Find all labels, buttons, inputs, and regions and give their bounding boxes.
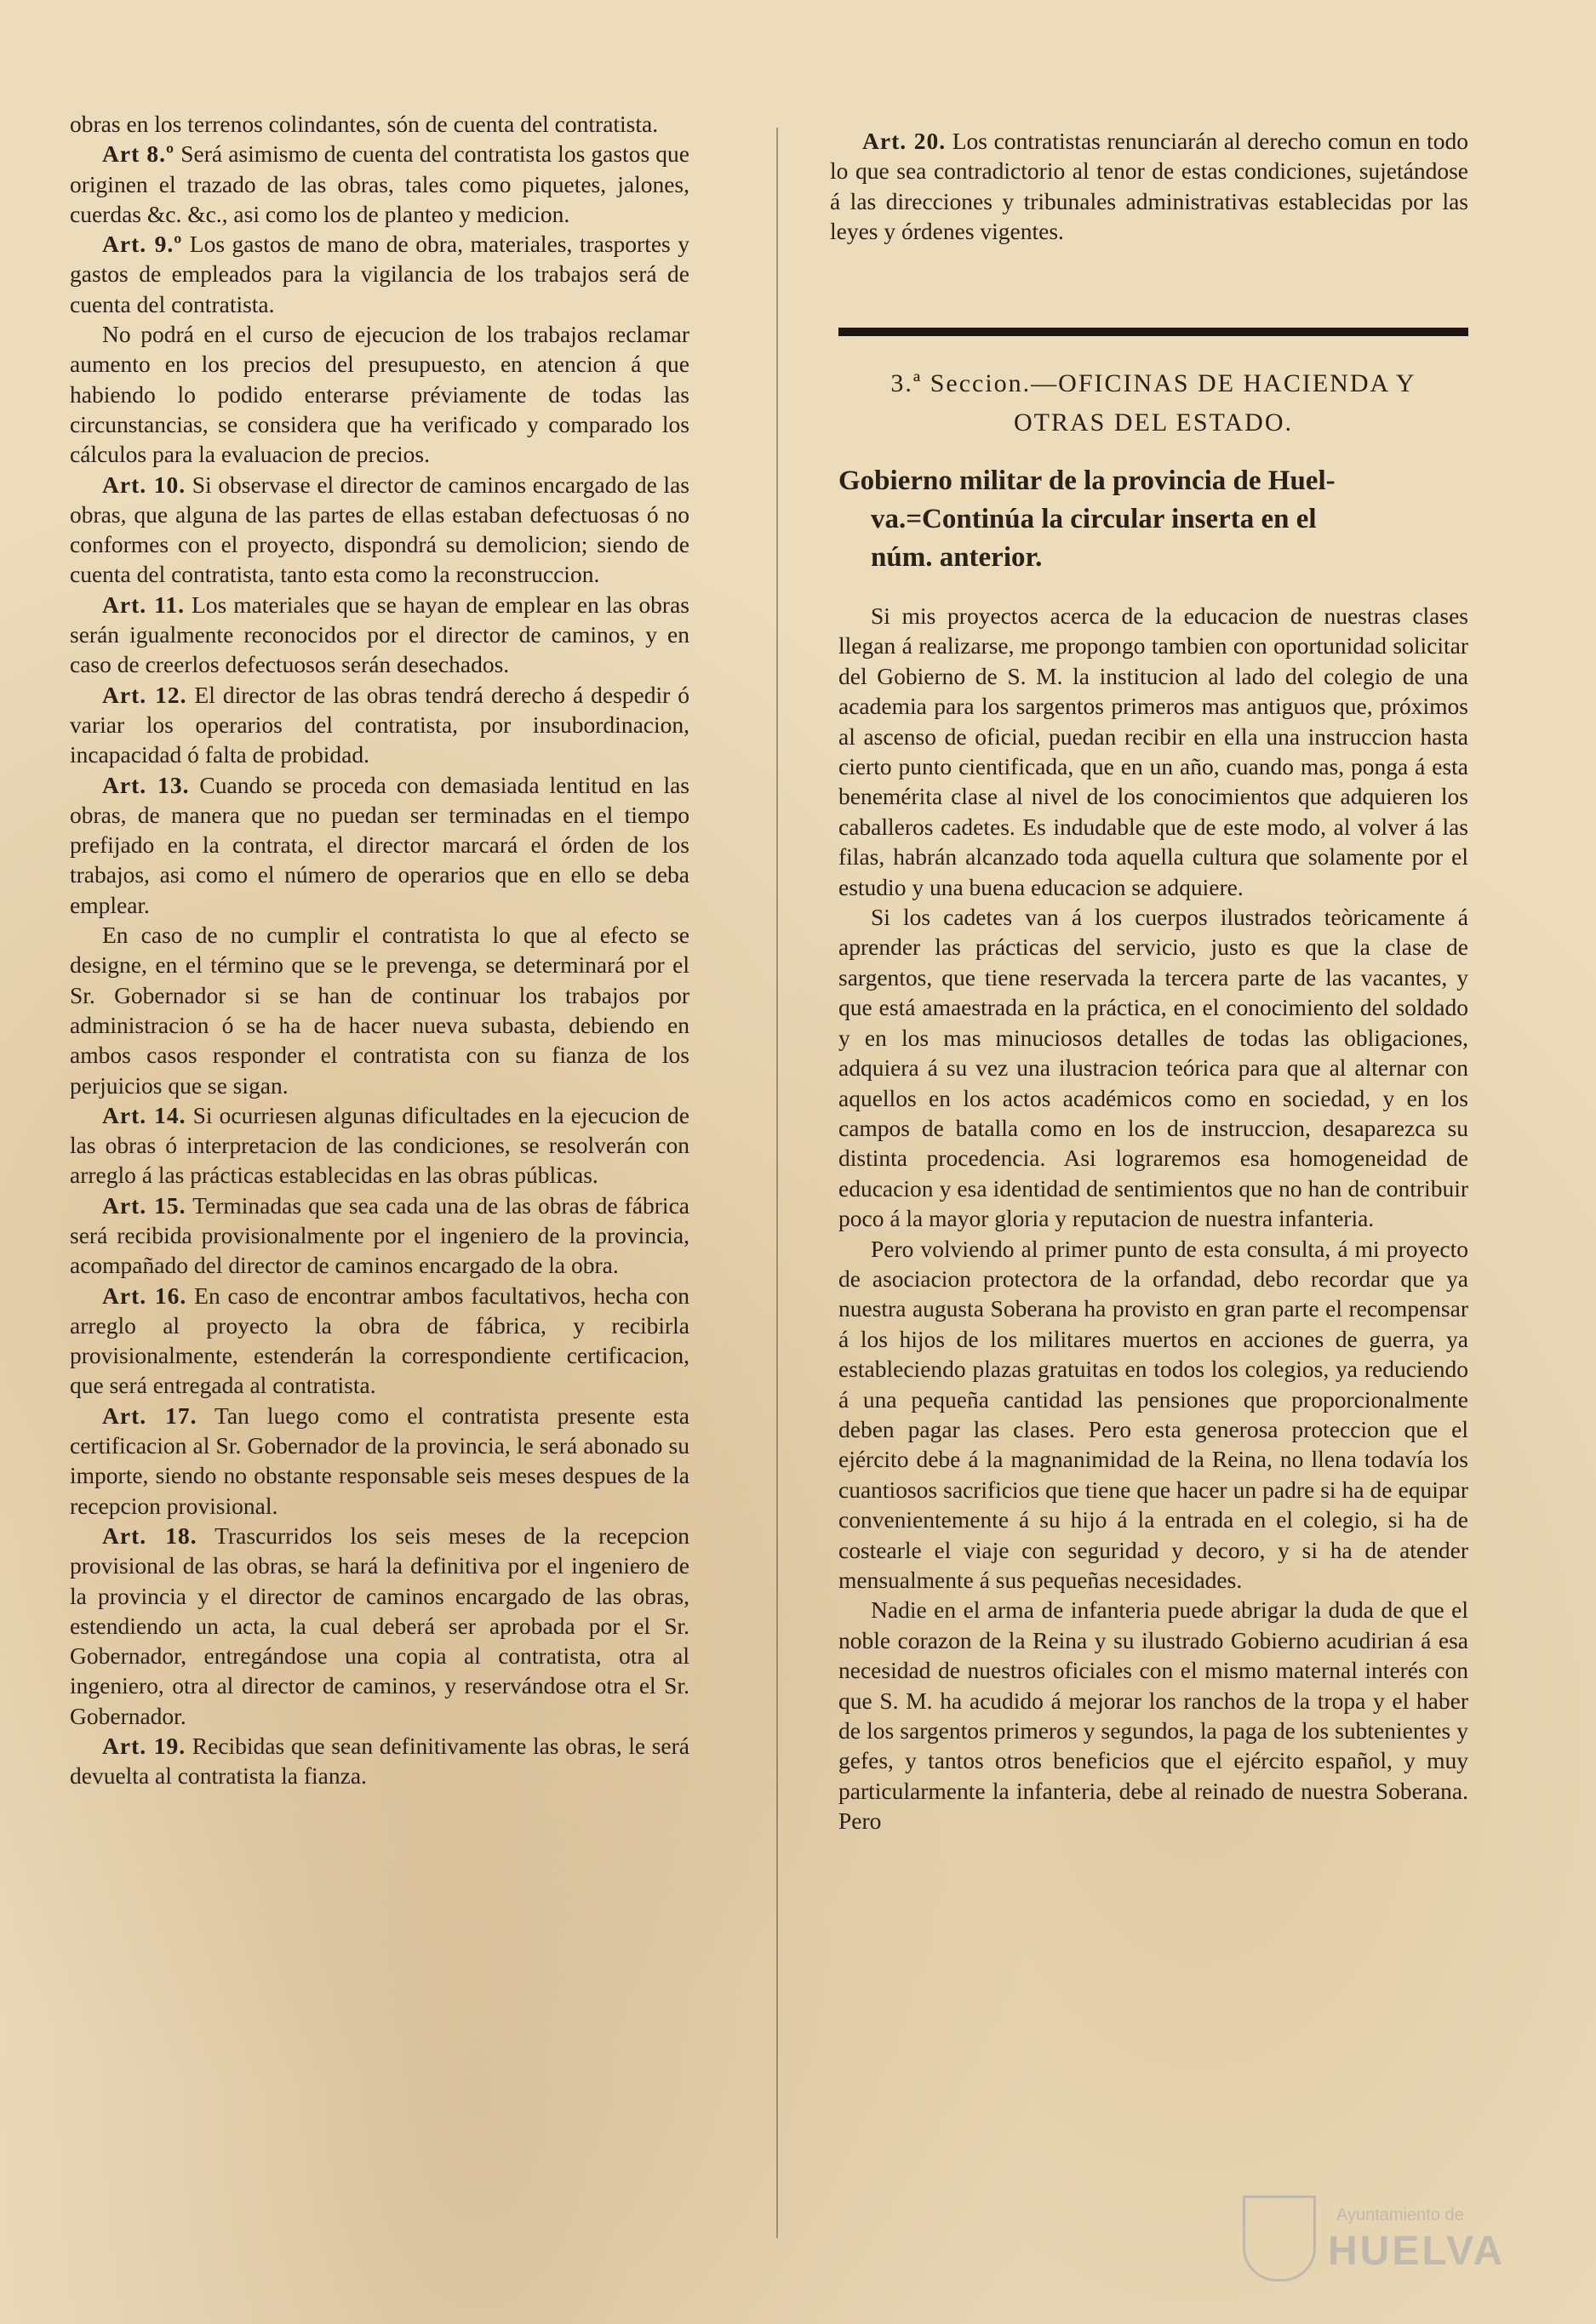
paragraph-text: El director de las obras tendrá derecho á despedir ó variar los operarios del contratista, por insubordinacion, incapacidad ó falta de probidad. bbox=[70, 681, 689, 768]
left-paragraph bbox=[70, 590, 689, 680]
right-paragraph: Pero volviendo al primer punto de esta consulta, á mi proyecto de asociacion protectora de la orfandad, debo recordar que ya nuestra augusta Soberana ha provisto en gran parte el recompensar á los hijos de los militares muertos en acciones de guerra, ya estableciendo plazas gratuitas en todos los colegios, ya reduciendo á una pequeña cantidad las pensiones que proporcionalmente deben pagar las clases. Pero esta generosa proteccion que el ejército debe á la magnanimidad de la Reina, no llena todavía los cuantiosos sacrificios que tiene que hacer un padre si ha de equipar convenientemente á su hijo á la entrada en el colegio, si ha de costearle el viaje con seguridad y decoro, y si ha de atender mensualmente á sus pequeñas necesidades. bbox=[838, 1235, 1468, 1593]
column-divider bbox=[776, 128, 778, 2238]
right-body bbox=[838, 601, 1468, 1836]
article-number: Art. 14. bbox=[102, 1101, 186, 1128]
paragraph-text: No podrá en el curso de ejecucion de los trabajos reclamar aumento en los precios del presupuesto, en atencion á que habiendo lo podido enterarse préviamente de todas las circunstancias, se considera que ha verificado y comparado los cálculos para la evaluacion de precios. bbox=[70, 321, 689, 468]
article-number: Art. 13. bbox=[102, 771, 190, 798]
watermark-line1: Ayuntamiento de bbox=[1336, 2206, 1464, 2224]
article-number: Art. 18. bbox=[102, 1522, 197, 1549]
left-paragraph bbox=[70, 1731, 689, 1791]
paragraph-text: Si ocurriesen algunas dificultades en la ejecucion de las obras ó interpretacion de las condiciones, se resolverán con arreglo á las prácticas establecidas en las obras públicas. bbox=[70, 1101, 689, 1189]
article-number: Art 8.º bbox=[102, 140, 175, 168]
article-text: Los contratistas renunciarán al derecho comun en todo lo que sea contradictorio al tenor de estas condiciones, sujetándose á las direcciones y tribunales administrativas establecidas por las leyes y órdenes vigentes. bbox=[830, 128, 1468, 244]
section-rule bbox=[838, 328, 1468, 336]
article-number: Art. 15. bbox=[102, 1191, 186, 1219]
right-paragraph: Nadie en el arma de infanteria puede abrigar la duda de que el noble corazon de la Reina y su ilustrado Gobierno acudirian á esa necesidad de nuestros oficiales con el mismo maternal interés con que S. M. ha acudido á mejorar los ranchos de la tropa y el haber de los sargentos primeros y segundos, la paga de los subtenientes y gefes, y tantos otros beneficios que el ejército español, y muy particularmente la infanteria, debe al reinado de nuestra Soberana. Pero bbox=[838, 1596, 1468, 1835]
article-number: Art. 20. bbox=[862, 128, 947, 154]
left-paragraph bbox=[70, 920, 689, 1100]
gobierno-heading-line3: núm. anterior. bbox=[871, 542, 1043, 573]
right-paragraph: Si los cadetes van á los cuerpos ilustrados teòricamente á aprender las prácticas del servicio, justo es que la clase de sargentos, que tiene reservada la tercera parte de las vacantes, y que está amaestrada en la práctica, en el conocimiento del soldado y en los mas minuciosos detalles de todas las obligaciones, adquiera á su vez una ilustracion teórica para que al alternar con aquellos en los actos académicos como en sociedad, y en los campos de batalla como en los de instruccion, desaparezca su distinta procedencia. Asi lograremos esa homogeneidad de educacion y esa identidad de sentimientos que no han de contribuir poco á la mayor gloria y reputacion de nuestra infanteria. bbox=[838, 904, 1468, 1232]
article-number: Art. 9.º bbox=[102, 231, 183, 258]
article-number: Art. 19. bbox=[102, 1733, 186, 1760]
paragraph-text: Si observase el director de caminos encargado de las obras, que alguna de las partes de ellas estaban defectuosas ó no conformes con el proyecto, dispondrá su demolicion; siendo de cuenta del contratista, tanto esta como la reconstruccion. bbox=[70, 471, 689, 588]
section-heading bbox=[838, 364, 1468, 443]
article-number: Art. 16. bbox=[102, 1282, 187, 1309]
left-paragraph bbox=[70, 229, 689, 319]
shield-icon bbox=[1243, 2196, 1316, 2281]
article-number: Art. 12. bbox=[102, 681, 187, 708]
paragraph-text: Recibidas que sean definitivamente las obras, le será devuelta al contratista la fianza. bbox=[70, 1733, 689, 1790]
article-number: Art. 10. bbox=[102, 471, 186, 498]
paragraph-text: Cuando se proceda con demasiada lentitud en las obras, de manera que no puedan ser terminadas en el tiempo prefijado en la contrata, el director marcará el órden de los trabajos, asi como el número de operarios que en ello se deba emplear. bbox=[70, 771, 689, 918]
paragraph-text: En caso de no cumplir el contratista lo que al efecto se designe, en el término que se le prevenga, se determinará por el Sr. Gobernador si se han de continuar los trabajos por administracion ó se ha de hacer nueva subasta, debiendo en ambos casos responder el contratista con su fianza de los perjuicios que se sigan. bbox=[70, 922, 689, 1099]
left-paragraph bbox=[70, 109, 689, 139]
gobierno-heading-line1: Gobierno militar de la provincia de Huel- bbox=[838, 465, 1336, 496]
huelva-watermark bbox=[1243, 2187, 1532, 2289]
left-paragraph bbox=[70, 1100, 689, 1191]
watermark-line2: HUELVA bbox=[1328, 2229, 1506, 2274]
paragraph-text: Los materiales que se hayan de emplear en las obras serán igualmente reconocidos por el director de caminos, y en caso de creerlos defectuosos serán desechados. bbox=[70, 591, 689, 678]
paragraph-text: Tan luego como el contratista presente esta certificacion al Sr. Gobernador de la provincia, le será abonado su importe, siendo no obstante responsable seis meses despues de la recepcion provisional. bbox=[70, 1402, 689, 1519]
left-paragraph bbox=[70, 319, 689, 469]
right-paragraph: Si mis proyectos acerca de la educacion de nuestras clases llegan á realizarse, me propongo tambien con oportunidad solicitar del Gobierno de S. M. la institucion al lado del colegio de una academia para los sargentos primeros mas antiguos que, próximos al ascenso de oficial, puedan recibir en ella una instruccion hasta cierto punto cientificada, que en un año, cuando mas, ponga á esta benemérita clase al nivel de los conocimientos que adquieren los caballeros cadetes. Es indudable que de este modo, al volver á las filas, habrán alcanzado toda aquella cultura que solamente por el estudio y una buena educacion se adquiere. bbox=[838, 602, 1468, 900]
paragraph-text: Los gastos de mano de obra, materiales, trasportes y gastos de empleados para la vigilancia de los trabajos será de cuenta del contratista. bbox=[70, 231, 689, 317]
left-paragraph bbox=[70, 1191, 689, 1281]
left-column bbox=[70, 109, 689, 1791]
article-20 bbox=[830, 126, 1468, 246]
left-paragraph bbox=[70, 1521, 689, 1731]
section-heading-line1: 3.ª Seccion.—OFICINAS DE HACIENDA Y bbox=[890, 369, 1416, 397]
left-paragraph bbox=[70, 470, 689, 590]
gobierno-heading-line2: va.=Continúa la circular inserta en el bbox=[871, 504, 1317, 534]
left-paragraph bbox=[70, 1281, 689, 1401]
left-paragraph bbox=[70, 770, 689, 920]
left-paragraph bbox=[70, 139, 689, 229]
paragraph-text: En caso de encontrar ambos facultativos, hecha con arreglo al proyecto la obra de fábrica, y recibirla provisionalmente, estenderán la correspondiente certificacion, que será entregada al contratista. bbox=[70, 1282, 689, 1399]
gobierno-heading bbox=[838, 462, 1468, 577]
paragraph-text: obras en los terrenos colindantes, són de cuenta del contratista. bbox=[70, 111, 659, 137]
paragraph-text: Trascurridos los seis meses de la recepcion provisional de las obras, se hará la definitiva por el ingeniero de la provincia y el director de caminos encargado de las obras, estendiendo un acta, la cual deberá ser aprobada por el Sr. Gobernador, entregándose una copia al contratista, otra al ingeniero, otra al director de caminos, y reservándose otra el Sr. Gobernador. bbox=[70, 1522, 689, 1729]
paragraph-text: Será asimismo de cuenta del contratista los gastos que originen el trazado de las obras, tales como piquetes, jalones, cuerdas &c. &c., asi como los de planteo y medicion. bbox=[70, 140, 689, 227]
right-column-top bbox=[830, 126, 1468, 246]
section-heading-line2: OTRAS DEL ESTADO. bbox=[1014, 408, 1293, 437]
left-paragraph bbox=[70, 1401, 689, 1521]
paragraph-text: Terminadas que sea cada una de las obras de fábrica será recibida provisionalmente por el ingeniero de la provincia, acompañado del director de caminos encargado de la obra. bbox=[70, 1191, 689, 1279]
article-number: Art. 17. bbox=[102, 1402, 197, 1429]
article-number: Art. 11. bbox=[102, 591, 185, 618]
left-paragraph bbox=[70, 680, 689, 770]
